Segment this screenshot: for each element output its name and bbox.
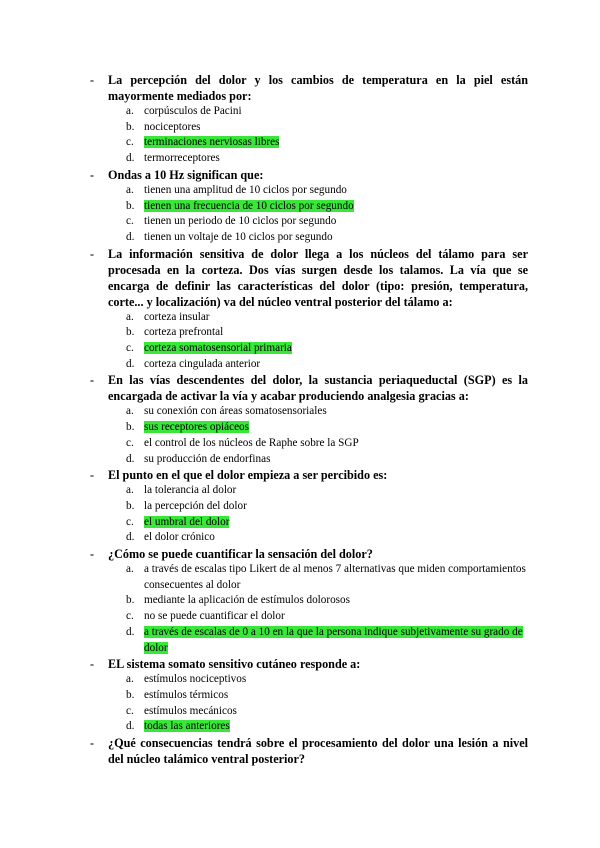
option-letter: b.	[126, 199, 135, 212]
question-line	[0, 735, 600, 767]
question-text: EL sistema somato sensitivo cutáneo responde a:	[108, 657, 361, 672]
question-text: La percepción del dolor y los cambios de temperatura en la piel están mayormente mediados por:	[108, 73, 528, 103]
option-text: corpúsculos de Pacini	[144, 105, 242, 117]
option-letter: c.	[126, 342, 134, 355]
option-text: tienen un voltaje de 10 ciclos por segundo	[144, 230, 333, 243]
highlighted-answer-text: sus receptores opiáceos	[144, 421, 249, 434]
option-item	[0, 230, 600, 246]
option-item-correct	[0, 199, 600, 215]
question-text: ¿Cómo se puede cuantificar la sensación del dolor?	[108, 547, 373, 562]
option-letter: b.	[126, 326, 135, 339]
option-item	[0, 183, 600, 199]
option-item	[0, 499, 600, 515]
option-list	[0, 404, 600, 467]
option-letter: a.	[126, 405, 134, 418]
question-text: Ondas a 10 Hz significan que:	[108, 167, 264, 182]
option-item	[0, 609, 600, 625]
question-line	[0, 546, 600, 562]
highlighted-answer-text: a través de escalas de 0 a 10 en la que la persona indique subjetivamente su grado de dolor	[144, 625, 523, 654]
option-text: corteza cingulada anterior	[144, 357, 261, 370]
option-letter: d.	[126, 452, 135, 465]
option-letter: c.	[126, 704, 134, 717]
option-letter: a.	[126, 310, 134, 323]
question-line	[0, 656, 600, 672]
bullet-dash: -	[90, 736, 94, 751]
option-text: tienen un periodo de 10 ciclos por segundo	[144, 215, 337, 228]
bullet-dash: -	[90, 373, 94, 388]
option-text: la tolerancia al dolor	[144, 484, 237, 497]
question-line	[0, 167, 600, 183]
option-item	[0, 436, 600, 452]
option-item-correct	[0, 135, 600, 151]
question-line	[0, 72, 600, 104]
option-letter: d.	[126, 152, 135, 165]
option-item-correct	[0, 719, 600, 735]
option-text: tienen una amplitud de 10 ciclos por segundo	[144, 183, 347, 196]
bullet-dash: -	[90, 73, 94, 87]
option-letter: b.	[126, 688, 135, 701]
option-text: estímulos mecánicos	[144, 704, 237, 717]
bullet-dash: -	[90, 547, 94, 562]
option-text: a través de escalas tipo Likert de al menos 7 alternativas que miden comportamientos consecuentes al dolor	[144, 563, 526, 591]
option-letter: b.	[126, 120, 135, 133]
option-item	[0, 357, 600, 373]
option-item	[0, 151, 600, 167]
option-item	[0, 404, 600, 420]
option-text: su conexión con áreas somatosensoriales	[144, 405, 327, 418]
option-item	[0, 672, 600, 688]
option-list	[0, 310, 600, 373]
option-item	[0, 452, 600, 468]
option-item	[0, 562, 600, 593]
bullet-dash: -	[90, 167, 94, 182]
question-list	[0, 72, 600, 767]
question-block	[0, 735, 600, 767]
question-line	[0, 467, 600, 483]
option-letter: a.	[126, 563, 134, 576]
question-text: En las vías descendentes del dolor, la sustancia periaqueductal (SGP) es la encargada de activar la vía y acabar produciendo analgesia gracias a:	[108, 373, 528, 404]
option-text: corteza insular	[144, 310, 210, 323]
option-item	[0, 214, 600, 230]
option-list	[0, 104, 600, 167]
option-list	[0, 562, 600, 656]
question-text: La información sensitiva de dolor llega a los núcleos del tálamo para ser procesada en la corteza. Dos vías surgen desde los talamos. La vía que se encarga de definir las características del dolor (tipo: presión, temperatura, corte... y localización) va del núcleo ventral posterior del tálamo a:	[108, 246, 528, 309]
option-text: la percepción del dolor	[144, 499, 247, 512]
bullet-dash: -	[90, 657, 94, 672]
option-letter: d.	[126, 625, 135, 638]
option-letter: c.	[126, 515, 134, 528]
option-text: corteza prefrontal	[144, 326, 224, 339]
highlighted-answer-text: el umbral del dolor	[144, 515, 230, 528]
option-text: su producción de endorfinas	[144, 452, 271, 465]
option-item	[0, 104, 600, 120]
highlighted-answer-text: terminaciones nerviosas libres	[144, 136, 280, 149]
option-letter: d.	[126, 357, 135, 370]
option-text: estímulos nociceptivos	[144, 673, 247, 686]
option-item	[0, 704, 600, 720]
highlighted-answer-text: corteza somatosensorial primaria	[144, 342, 292, 355]
option-item	[0, 483, 600, 499]
option-letter: c.	[126, 436, 134, 449]
option-item	[0, 593, 600, 609]
option-text: estímulos térmicos	[144, 688, 229, 701]
bullet-dash: -	[90, 246, 94, 261]
option-letter: b.	[126, 499, 135, 512]
question-text: ¿Qué consecuencias tendrá sobre el procesamiento del dolor una lesión a nivel del núcleo talámico ventral posterior?	[108, 736, 528, 767]
option-letter: c.	[126, 136, 134, 149]
option-letter: a.	[126, 484, 134, 497]
option-letter: d.	[126, 230, 135, 243]
option-list	[0, 483, 600, 546]
question-block	[0, 546, 600, 656]
option-item	[0, 325, 600, 341]
option-list	[0, 672, 600, 735]
highlighted-answer-text: todas las anteriores	[144, 720, 230, 733]
highlighted-answer-text: tienen una frecuencia de 10 ciclos por segundo	[144, 199, 354, 212]
option-item-correct	[0, 625, 600, 656]
question-text: El punto en el que el dolor empieza a ser percibido es:	[108, 468, 388, 483]
option-item	[0, 530, 600, 546]
option-item-correct	[0, 420, 600, 436]
option-text: el dolor crónico	[144, 531, 215, 544]
option-letter: a.	[126, 183, 134, 196]
bullet-dash: -	[90, 468, 94, 483]
question-block	[0, 246, 600, 373]
question-block	[0, 72, 600, 167]
question-block	[0, 467, 600, 546]
question-block	[0, 372, 600, 467]
option-letter: c.	[126, 610, 134, 623]
option-letter: b.	[126, 421, 135, 434]
option-text: el control de los núcleos de Raphe sobre la SGP	[144, 436, 359, 449]
question-block	[0, 167, 600, 246]
option-letter: c.	[126, 215, 134, 228]
option-text: mediante la aplicación de estímulos dolorosos	[144, 594, 350, 607]
option-letter: d.	[126, 531, 135, 544]
option-letter: a.	[126, 673, 134, 686]
option-letter: d.	[126, 720, 135, 733]
option-text: termorreceptores	[144, 152, 220, 165]
option-list	[0, 183, 600, 246]
option-text: no se puede cuantificar el dolor	[144, 610, 285, 623]
option-text: nociceptores	[144, 120, 201, 133]
option-item	[0, 310, 600, 326]
question-line	[0, 246, 600, 310]
question-line	[0, 372, 600, 404]
option-letter: b.	[126, 594, 135, 607]
option-item	[0, 688, 600, 704]
option-letter: a.	[126, 105, 134, 117]
option-item-correct	[0, 341, 600, 357]
question-block	[0, 656, 600, 735]
option-item	[0, 120, 600, 136]
option-item-correct	[0, 515, 600, 531]
